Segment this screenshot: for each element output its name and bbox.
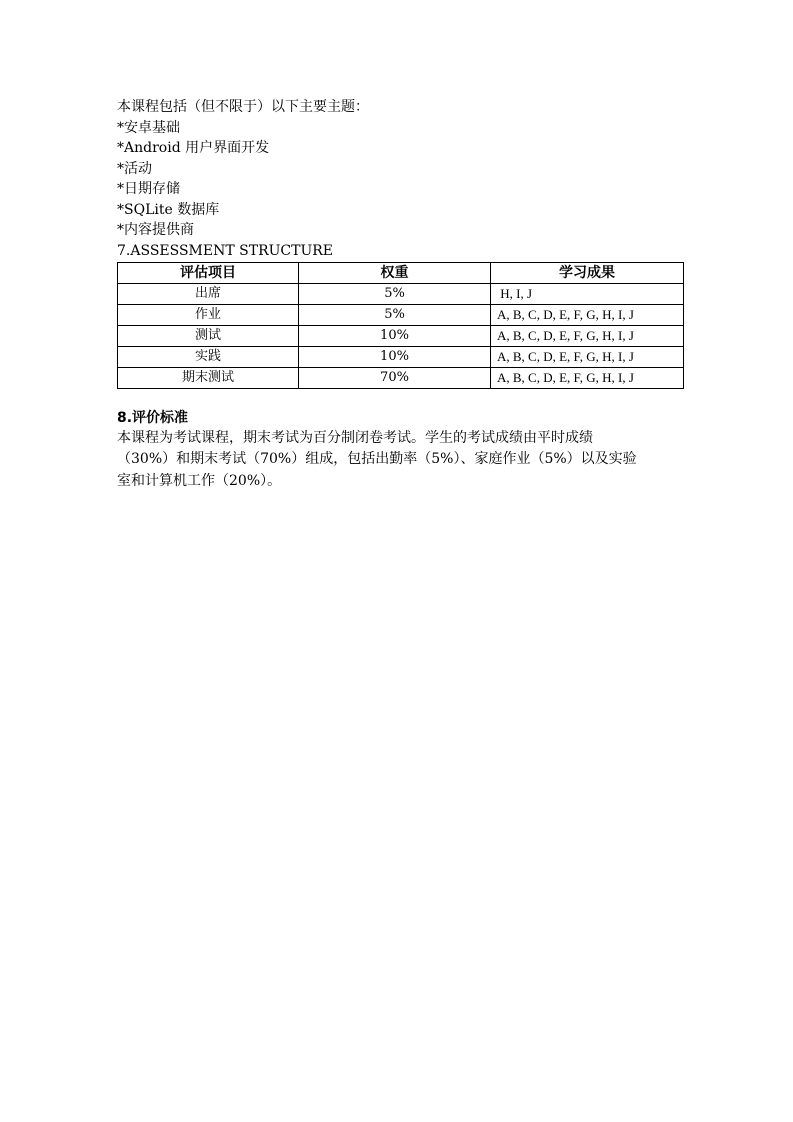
topic-item: *Android 用户界面开发	[117, 140, 270, 156]
column-header-weight: 权重	[299, 262, 491, 283]
document-page	[117, 97, 683, 492]
table-header-row	[118, 262, 684, 283]
assessment-heading: 7.ASSESSMENT STRUCTURE	[117, 242, 334, 259]
table-row	[118, 367, 684, 388]
cell-weight: 5%	[299, 283, 491, 304]
evaluation-line: （30%）和期末考试（70%）组成，包括出勤率（5%）、家庭作业（5%）以及实验	[117, 451, 637, 467]
cell-weight: 70%	[299, 367, 491, 388]
table-row	[118, 283, 684, 304]
table-row	[118, 325, 684, 346]
cell-outcomes: A, B, C, D, E, F, G, H, I, J	[491, 325, 684, 346]
cell-outcomes: A, B, C, D, E, F, G, H, I, J	[491, 367, 684, 388]
evaluation-line: 室和计算机工作（20%）。	[117, 472, 282, 489]
evaluation-line: 本课程为考试课程，期末考试为百分制闭卷考试。学生的考试成绩由平时成绩	[117, 429, 593, 446]
topic-item: *SQLite 数据库	[117, 201, 220, 218]
topic-item: *安卓基础	[117, 119, 180, 136]
cell-item: 期末测试	[118, 367, 299, 388]
section-spacer	[117, 389, 683, 408]
cell-item: 出席	[118, 283, 299, 304]
cell-item: 实践	[118, 346, 299, 367]
table-row	[118, 304, 684, 325]
cell-outcomes: H, I, J	[491, 283, 684, 304]
cell-item: 作业	[118, 304, 299, 325]
table-row	[118, 346, 684, 367]
topic-item: *日期存储	[117, 181, 180, 197]
column-header-outcomes: 学习成果	[491, 262, 684, 283]
topic-item: *内容提供商	[117, 222, 194, 238]
evaluation-heading: 8.评价标准	[117, 409, 189, 426]
cell-weight: 5%	[299, 304, 491, 325]
cell-outcomes: A, B, C, D, E, F, G, H, I, J	[491, 304, 684, 325]
cell-item: 测试	[118, 325, 299, 346]
evaluation-paragraph	[117, 428, 683, 493]
assessment-table	[117, 262, 684, 389]
topic-item: *活动	[117, 160, 152, 177]
cell-weight: 10%	[299, 346, 491, 367]
topics-intro: 本课程包括（但不限于）以下主要主题：	[117, 99, 369, 115]
column-header-item: 评估项目	[118, 262, 299, 283]
cell-weight: 10%	[299, 325, 491, 346]
cell-outcomes: A, B, C, D, E, F, G, H, I, J	[491, 346, 684, 367]
